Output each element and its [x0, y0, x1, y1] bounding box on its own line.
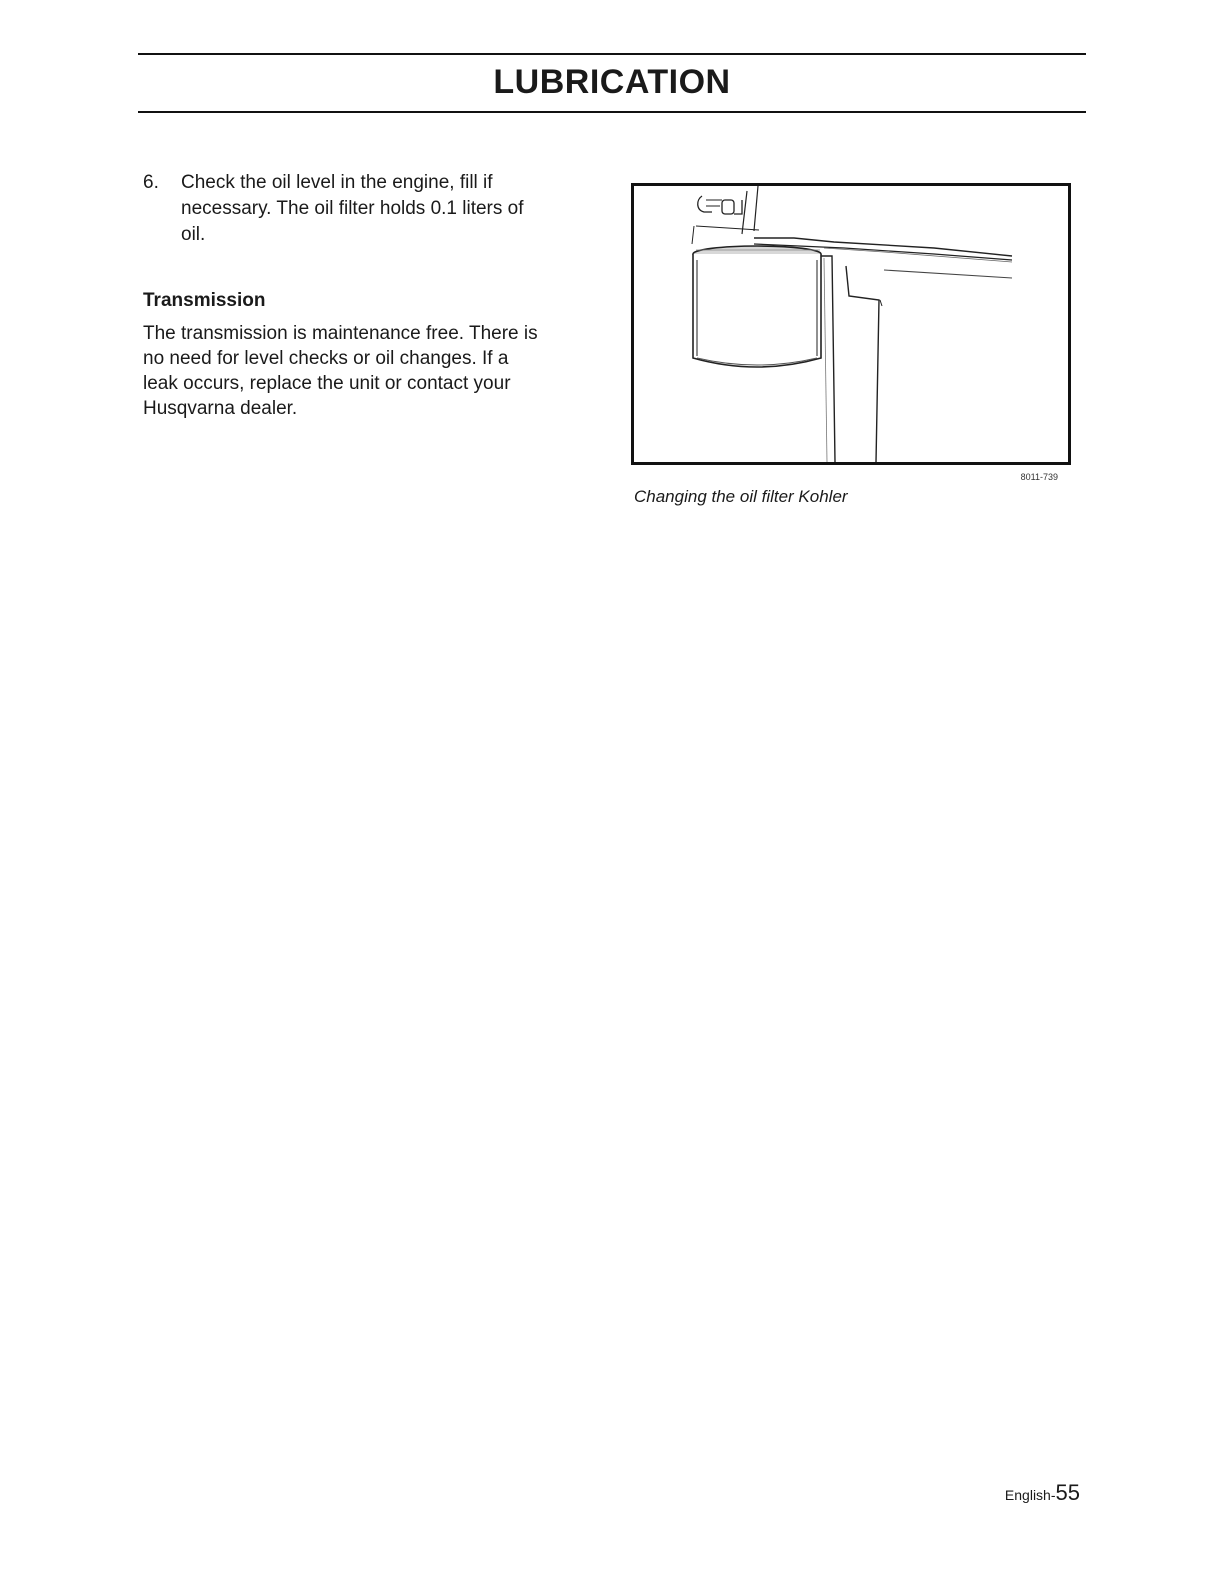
step-item — [143, 170, 543, 248]
oil-filter-illustration — [631, 183, 1071, 465]
page-language: English- — [1004, 1487, 1056, 1503]
page-number — [960, 1480, 1080, 1509]
figure-code: 8011-739 — [1020, 472, 1058, 482]
section-heading: Transmission — [143, 290, 266, 311]
figure-caption: Changing the oil filter Kohler — [634, 487, 848, 506]
page-title: LUBRICATION — [493, 63, 731, 101]
step-text: Check the oil level in the engine, fill if necessary. The oil filter holds 0.1 liters of oil. — [181, 172, 524, 245]
oil-filter-drawing — [634, 186, 1068, 462]
section-paragraph: The transmission is maintenance free. There is no need for level checks or oil changes. If a leak occurs, replace the unit or contact your Husqvarna dealer. — [143, 323, 538, 419]
step-number: 6. — [143, 172, 159, 193]
header-rule-top — [138, 53, 1086, 55]
page-number-value: 55 — [1055, 1480, 1080, 1505]
header-rule-bottom — [138, 111, 1086, 113]
